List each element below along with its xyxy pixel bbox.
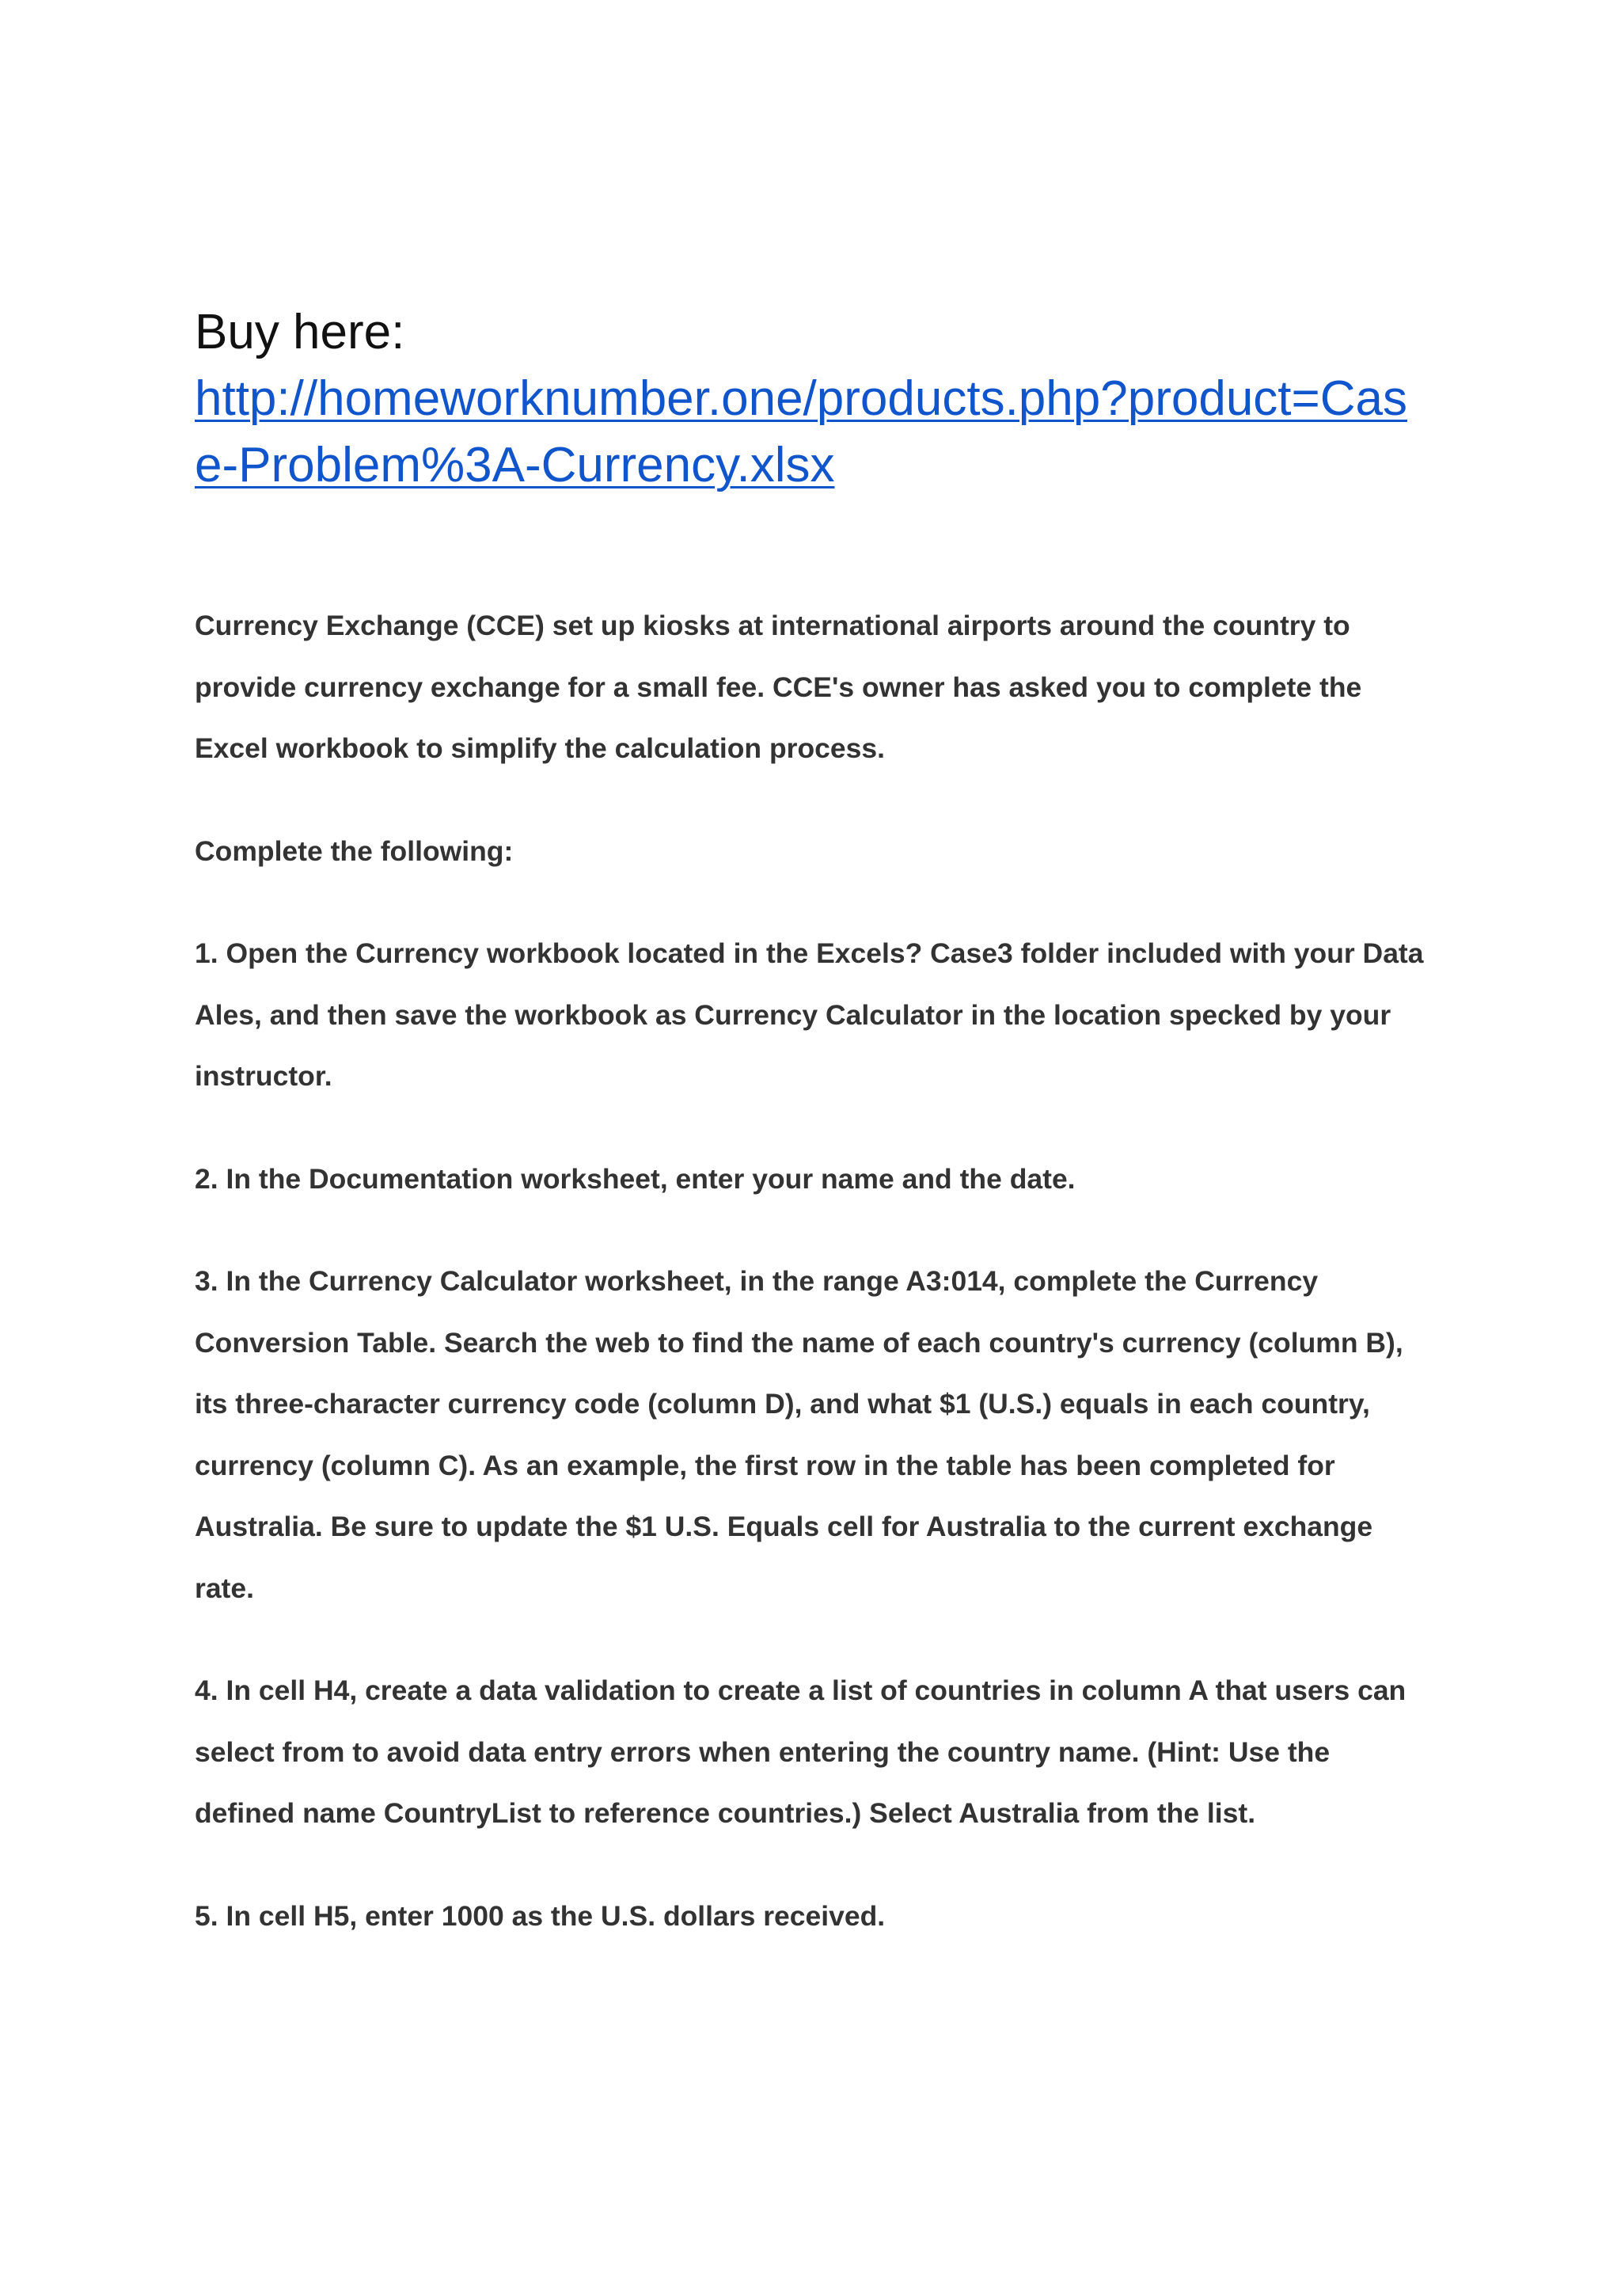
instructions-body [195, 595, 1429, 1988]
step-4-paragraph: 4. In cell H4, create a data validation to create a list of countries in column A that users can select from to avoid data entry errors when entering the country name. (Hint: Use the defined name CountryList to reference countries.) Select Australia from the list. [195, 1674, 1407, 1829]
purchase-header [195, 299, 1429, 499]
step-1-paragraph: 1. Open the Currency workbook located in the Excels? Case3 folder included with your Data Ales, and then save the workbook as Currency Calculator in the location specked by your instructor. [195, 937, 1424, 1092]
intro-paragraph: Currency Exchange (CCE) set up kiosks at international airports around the country to provide currency exchange for a small fee. CCE's owner has asked you to complete the Excel workbook to simplify the calculation process. [195, 610, 1362, 764]
product-link-line-2: e-Problem%3A-Currency.xlsx [195, 438, 835, 492]
product-link-line-1: http://homeworknumber.one/products.php?product=Cas [195, 371, 1407, 426]
product-link[interactable] [195, 366, 1414, 499]
buy-here-label: Buy here: [195, 305, 405, 359]
step-3-paragraph: 3. In the Currency Calculator worksheet, in the range A3:014, complete the Currency Conversion Table. Search the web to find the name of each country's currency (column B), its three-character currency code (column D), and what $1 (U.S.) equals in each country, currency (column C). As an example, the first row in the table has been completed for Australia. Be sure to update the $1 U.S. Equals cell for Australia to the current exchange rate. [195, 1265, 1403, 1604]
step-5-paragraph: 5. In cell H5, enter 1000 as the U.S. dollars received. [195, 1899, 886, 1932]
step-2-paragraph: 2. In the Documentation worksheet, enter your name and the date. [195, 1162, 1076, 1195]
complete-following-heading: Complete the following: [195, 834, 514, 867]
